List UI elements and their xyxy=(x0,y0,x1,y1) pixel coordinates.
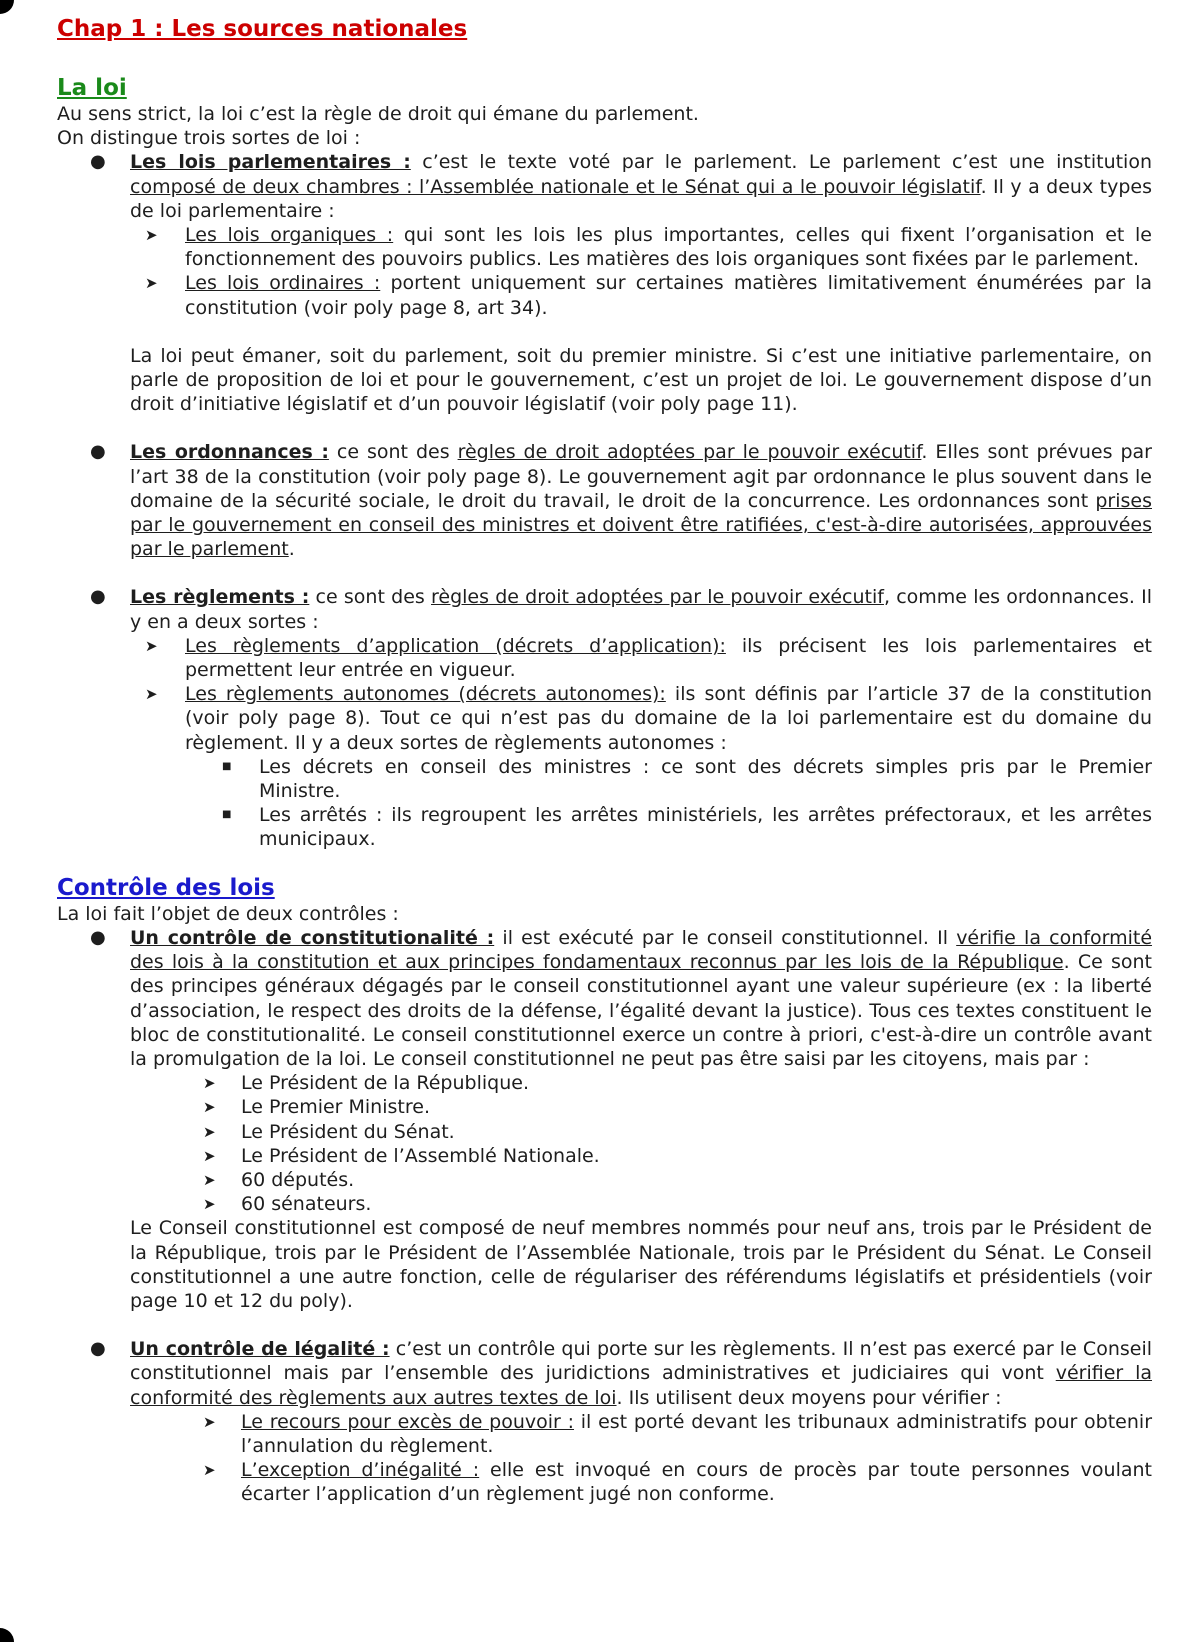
list-item: ➤ 60 députés. xyxy=(203,1168,355,1191)
list-item: ➤ Le Premier Ministre. xyxy=(203,1096,430,1119)
paragraph: On distingue trois sortes de loi : xyxy=(57,127,361,150)
arrow-bullet-icon: ➤ xyxy=(203,1461,216,1480)
arrow-bullet-icon: ➤ xyxy=(203,1074,216,1093)
sub-bullet-item: ➤ Les lois ordinaires : portent uniquement sur certaines matières limitativement énumérées par la constitution (voir poly page 8, art 34). xyxy=(145,272,1152,319)
sub-bullet-item: ➤ Les règlements d’application (décrets d’application): ils précisent les lois parlementaires et permettent leur entrée en vigueur. xyxy=(145,634,1153,682)
arrow-bullet-icon: ➤ xyxy=(145,226,158,245)
sub-bullet-item: ➤ Le recours pour excès de pouvoir : il est porté devant les tribunaux administratifs pour obtenir l’annulation du règlement. xyxy=(203,1410,1153,1457)
arrow-bullet-icon: ➤ xyxy=(203,1412,216,1431)
section-heading-la-loi: La loi xyxy=(57,75,127,101)
bullet-item: ● Les lois parlementaires : c’est le texte voté par le parlement. Le parlement c’est une institution composé de deux chambres : l’Assemblée nationale et le Sénat qui a le pouvoir législatif. Il y a deux types de loi parlementaire : xyxy=(90,151,1153,222)
sub-sub-bullet-item: ■ Les arrêtés : ils regroupent les arrêtes ministériels, les arrêtes préfectoraux, et les arrêtes municipaux. xyxy=(222,804,1152,851)
paragraph: Au sens strict, la loi c’est la règle de droit qui émane du parlement. xyxy=(57,103,699,125)
sub-bullet-item: ➤ L’exception d’inégalité : elle est invoqué en cours de procès par toute personnes voulant écarter l’application d’un règlement jugé non conforme. xyxy=(203,1459,1152,1506)
arrow-bullet-icon: ➤ xyxy=(145,636,158,655)
bullet-dot-icon: ● xyxy=(90,926,106,948)
document-content xyxy=(57,14,1152,1507)
paragraph: Le Conseil constitutionnel est composé de neuf membres nommés pour neuf ans, trois par le Président de la République, trois par le Président de l’Assemblée Nationale, trois par le Président du Sénat. Le Conseil constitutionnel a une autre fonction, celle de régulariser des référendums législatifs et présidentiels (voir page 10 et 12 du poly). xyxy=(130,1217,1152,1312)
arrow-bullet-icon: ➤ xyxy=(203,1146,216,1165)
list-item: ➤ Le Président de la République. xyxy=(203,1072,529,1095)
bullet-item: ● Les ordonnances : ce sont des règles de droit adoptées par le pouvoir exécutif. Elles sont prévues par l’art 38 de la constitution (voir poly page 8). Le gouvernement agit par ordonnance le plus souvent dans le domaine de la sécurité sociale, le droit du travail, le droit de la concurrence. Les ordonnances sont prises par le gouvernement en conseil des ministres et doivent être ratifiées, c'est-à-dire autorisées, approuvées par le parlement. xyxy=(90,441,1152,561)
paragraph: La loi peut émaner, soit du parlement, soit du premier ministre. Si c’est une initiative parlementaire, on parle de proposition de loi et pour le gouvernement, c’est un projet de loi. Le gouvernement dispose d’un droit d’initiative législatif et d’un pouvoir législatif (voir poly page 11). xyxy=(130,344,1152,416)
sub-bullet-item: ➤ Les règlements autonomes (décrets autonomes): ils sont définis par l’article 37 de la constitution (voir poly page 8). Tout ce qui n’est pas du domaine de la loi parlementaire est du domaine du règlement. Il y a deux sortes de règlements autonomes : xyxy=(145,683,1152,754)
section-heading-controle-des-lois: Contrôle des lois xyxy=(57,874,275,901)
paragraph: La loi fait l’objet de deux contrôles : xyxy=(57,902,399,925)
square-bullet-icon: ■ xyxy=(222,809,232,821)
bullet-item: ● Les règlements : ce sont des règles de droit adoptées par le pouvoir exécutif, comme les ordonnances. Il y en a deux sortes : xyxy=(90,586,1152,633)
page-corner xyxy=(0,0,14,14)
bullet-item: ● Un contrôle de légalité : c’est un contrôle qui porte sur les règlements. Il n’est pas exercé par le Conseil constitutionnel mais par l’ensemble des juridictions administratives et judiciaires qui vont vérifier la conformité des règlements aux autres textes de loi. Ils utilisent deux moyens pour vérifier : xyxy=(90,1338,1153,1409)
arrow-bullet-icon: ➤ xyxy=(203,1170,216,1189)
arrow-bullet-icon: ➤ xyxy=(145,274,158,293)
bullet-item: ● Un contrôle de constitutionalité : il est exécuté par le conseil constitutionnel. Il vérifie la conformité des lois à la constitution et aux principes fondamentaux reconnus par les lois de la République. Ce sont des principes généraux dégagés par le conseil constitutionnel ayant une valeur supérieure (ex : la liberté d’association, le respect des droits de la défense, l’égalité devant la justice). Tous ces textes constituent le bloc de constitutionalité. Le conseil constitutionnel exerce un contre à priori, c'est-à-dire un contrôle avant la promulgation de la loi. Le conseil constitutionnel ne peut pas être saisi par les citoyens, mais par : xyxy=(90,926,1153,1070)
page-corner xyxy=(0,1628,14,1642)
bullet-dot-icon: ● xyxy=(90,441,106,463)
square-bullet-icon: ■ xyxy=(222,760,232,772)
arrow-bullet-icon: ➤ xyxy=(203,1122,216,1141)
bullet-dot-icon: ● xyxy=(90,151,106,173)
list-item: ➤ Le Président de l’Assemblé Nationale. xyxy=(203,1144,600,1167)
sub-bullet-item: ➤ Les lois organiques : qui sont les lois les plus importantes, celles qui fixent l’organisation et le fonctionnement des pouvoirs publics. Les matières des lois organiques sont fixées par le parlement. xyxy=(145,224,1152,271)
chapter-title: Chap 1 : Les sources nationales xyxy=(57,16,468,42)
arrow-bullet-icon: ➤ xyxy=(203,1195,216,1214)
bullet-dot-icon: ● xyxy=(90,586,106,608)
sub-sub-bullet-item: ■ Les décrets en conseil des ministres : ce sont des décrets simples pris par le Premier Ministre. xyxy=(222,755,1152,803)
list-item: ➤ 60 sénateurs. xyxy=(203,1193,372,1216)
arrow-bullet-icon: ➤ xyxy=(145,685,158,704)
arrow-bullet-icon: ➤ xyxy=(203,1098,216,1117)
bullet-dot-icon: ● xyxy=(90,1338,106,1360)
list-item: ➤ Le Président du Sénat. xyxy=(203,1120,455,1143)
